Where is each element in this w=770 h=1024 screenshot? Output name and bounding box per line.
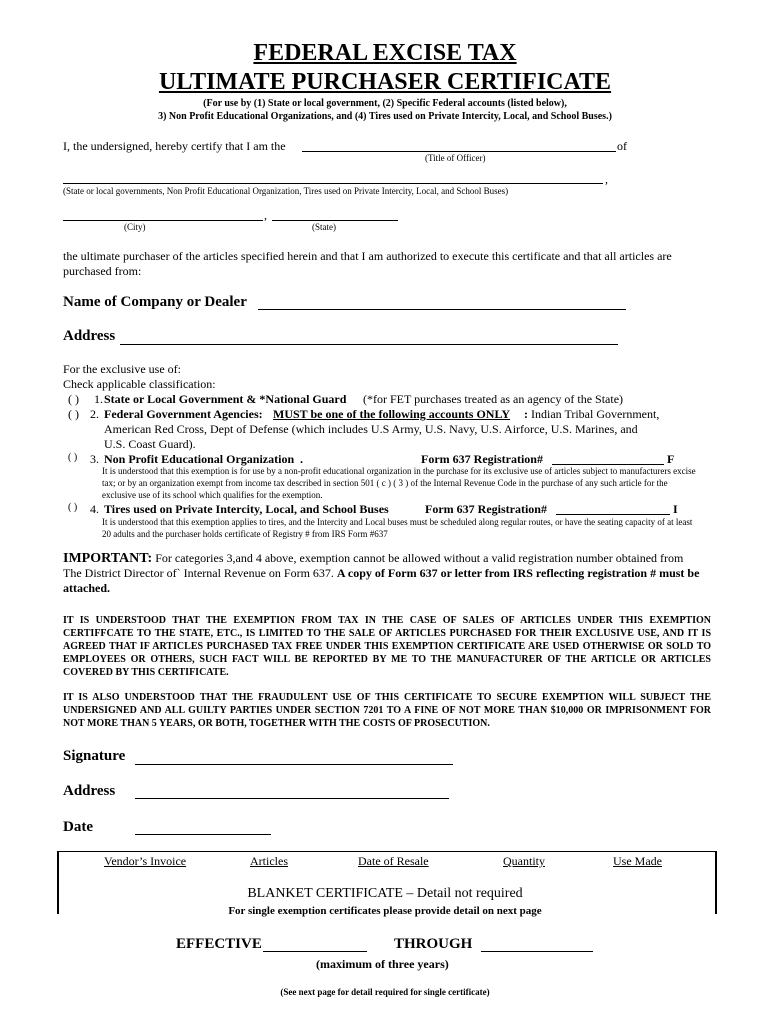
exclusive-use-text: For the exclusive use of: <box>63 362 181 376</box>
important-label: IMPORTANT: <box>63 551 153 566</box>
organization-caption: (State or local governments, Non Profit Educational Organization, Tires used on Private Intercity, Local, and School Buses) <box>63 186 509 196</box>
through-date-field[interactable] <box>481 951 593 952</box>
important-text: For categories 3,and 4 above, exemption cannot be allowed without a valid registration number obtained from The District Director of` Internal Revenue on Form 637. <box>63 551 684 580</box>
certify-suffix: of <box>617 139 627 153</box>
legal-paragraph-1: IT IS UNDERSTOOD THAT THE EXEMPTION FROM TAX IN THE CASE OF SALES OF ARTICLES UNDER THIS EXEMPTION CERTIFFCATE TO THE STATE, ETC., IS LIMITED TO THE SALE OF ARTICLES PURCHASED FOR THEIR EXCLUSIVE USE, AND IT IS AGREED THAT IF ARTICLES PURCHASED TAX FREE UNDER THIS EXEMPTION CERTIFICATE ARE USED OTHERWISE OR SOLD TO EMPLOYEES OR OTHERS, SUCH FACT WILL BE REPORTED BY ME TO THE MANUFACTURER OF THE ARTICLE OR ARTICLES COVERED BY THIS CERTIFICATE. <box>63 615 711 678</box>
item3-dot: . <box>300 452 303 466</box>
purchaser-statement: the ultimate purchaser of the articles specified herein and that I am authorized to execute this certificate and that all articles are purchased from: <box>63 249 672 278</box>
legal-paragraph-2: IT IS ALSO UNDERSTOOD THAT THE FRAUDULENT USE OF THIS CERTIFICATE TO SECURE EXEMPTION WILL SUBJECT THE UNDERSIGNED AND ALL GUILTY PARTIES UNDER SECTION 7201 TO A FINE OF NOT MORE THAN $10,000 OR IMPRISONMENT FOR NOT MORE THAN 5 YEARS, OR BOTH, TOGETHER WITH THE COSTS OF PROSECUTION. <box>63 692 711 729</box>
item4-registration-suffix: I <box>673 502 678 516</box>
company-name-label: Name of Company or Dealer <box>63 294 247 310</box>
item4-registration-field[interactable] <box>556 514 670 515</box>
company-address-label: Address <box>63 328 116 344</box>
form-title-line1: FEDERAL EXCISE TAX <box>253 40 517 66</box>
certify-prefix: I, the undersigned, hereby certify that I am the <box>63 139 286 153</box>
signature-address-field[interactable] <box>135 798 449 799</box>
item3-registration-label: Form 637 Registration# <box>421 452 543 466</box>
item2-list-start: Indian Tribal Government, <box>531 407 660 421</box>
blanket-certificate-note: For single exemption certificates please provide detail on next page <box>228 905 542 917</box>
item4-number: 4. <box>90 502 99 516</box>
column-header-date-of-resale: Date of Resale <box>358 854 429 868</box>
item2-label: Federal Government Agencies: <box>104 407 263 421</box>
company-name-field[interactable] <box>258 309 626 310</box>
important-attachment-text: A copy of Form 637 or letter from IRS reflecting registration # must be attached. <box>63 566 700 595</box>
signature-field[interactable] <box>135 764 453 765</box>
column-header-vendors-invoice: Vendor’s Invoice <box>104 854 187 868</box>
state-caption: (State) <box>312 222 336 232</box>
city-field[interactable] <box>63 220 263 221</box>
item4-fine-print: It is understood that this exemption applies to tires, and the Intercity and Local buses must be scheduled along regular routes, or have the seating capacity of at least 20 adults and the purchaser holds certificate of Registry # from IRS Form #637 <box>102 517 693 539</box>
item2-list-line3: U.S. Coast Guard). <box>104 437 196 451</box>
item3-registration-suffix: F <box>667 452 675 466</box>
item3-number: 3. <box>90 452 99 466</box>
item4-checkbox[interactable]: ( ) <box>68 502 78 513</box>
item1-note: (*for FET purchases treated as an agency of the State) <box>363 392 624 406</box>
item2-list-line2: American Red Cross, Dept of Defense (which includes U.S Army, U.S. Navy, U.S. Airforce, U.S. Marines, and <box>104 422 638 436</box>
check-classification-text: Check applicable classification: <box>63 377 216 391</box>
city-comma: , <box>264 208 267 222</box>
see-next-page-note: (See next page for detail required for single certificate) <box>280 987 490 997</box>
item2-number: 2. <box>90 407 99 421</box>
officer-title-caption: (Title of Officer) <box>425 153 486 163</box>
column-header-use-made: Use Made <box>613 854 662 868</box>
signature-address-label: Address <box>63 783 116 799</box>
date-field[interactable] <box>135 834 271 835</box>
through-label: THROUGH <box>394 936 473 952</box>
organization-field[interactable] <box>63 183 603 184</box>
date-label: Date <box>63 819 93 835</box>
signature-label: Signature <box>63 748 126 764</box>
effective-date-field[interactable] <box>263 951 367 952</box>
column-header-articles: Articles <box>250 854 288 868</box>
item2-requirement: MUST be one of the following accounts ONLY <box>273 407 511 421</box>
item3-checkbox[interactable]: ( ) <box>68 452 78 463</box>
blanket-certificate-title: BLANKET CERTIFICATE – Detail not required <box>247 886 523 901</box>
important-note <box>63 551 703 596</box>
item1-number: 1. <box>94 392 103 406</box>
item3-label: Non Profit Educational Organization <box>104 452 295 466</box>
column-header-quantity: Quantity <box>503 854 545 868</box>
maximum-term-note: (maximum of three years) <box>316 957 449 971</box>
city-caption: (City) <box>124 222 146 232</box>
state-field[interactable] <box>272 220 398 221</box>
item3-fine-print: It is understood that this exemption is for use by a non-profit educational organization in the purchase for its exclusive use of articles subject to manufacturers excise tax; or by an organization exempt from income tax described in section 501 ( c ) ( 3 ) of the Internal Revenue Code in the purchase of any such article for the exclusive use of its school which qualifies for the exemption. <box>102 466 696 500</box>
organization-comma: , <box>605 172 608 186</box>
form-subtitle-line1: (For use by (1) State or local government, (2) Specific Federal accounts (listed below), <box>203 98 567 109</box>
form-title-line2: ULTIMATE PURCHASER CERTIFICATE <box>158 69 612 95</box>
item1-checkbox[interactable]: ( ) <box>68 392 79 406</box>
officer-title-field[interactable] <box>302 151 616 152</box>
effective-label: EFFECTIVE <box>176 936 262 952</box>
item4-label: Tires used on Private Intercity, Local, and School Buses <box>104 502 389 516</box>
item1-label: State or Local Government & *National Guard <box>104 392 347 406</box>
item4-registration-label: Form 637 Registration# <box>425 502 547 516</box>
item2-colon: : <box>524 407 528 421</box>
form-subtitle-line2: 3) Non Profit Educational Organizations, and (4) Tires used on Private Intercity, Local, and School Buses.) <box>158 111 612 122</box>
item2-checkbox[interactable]: ( ) <box>68 407 79 421</box>
company-address-field[interactable] <box>120 344 618 345</box>
